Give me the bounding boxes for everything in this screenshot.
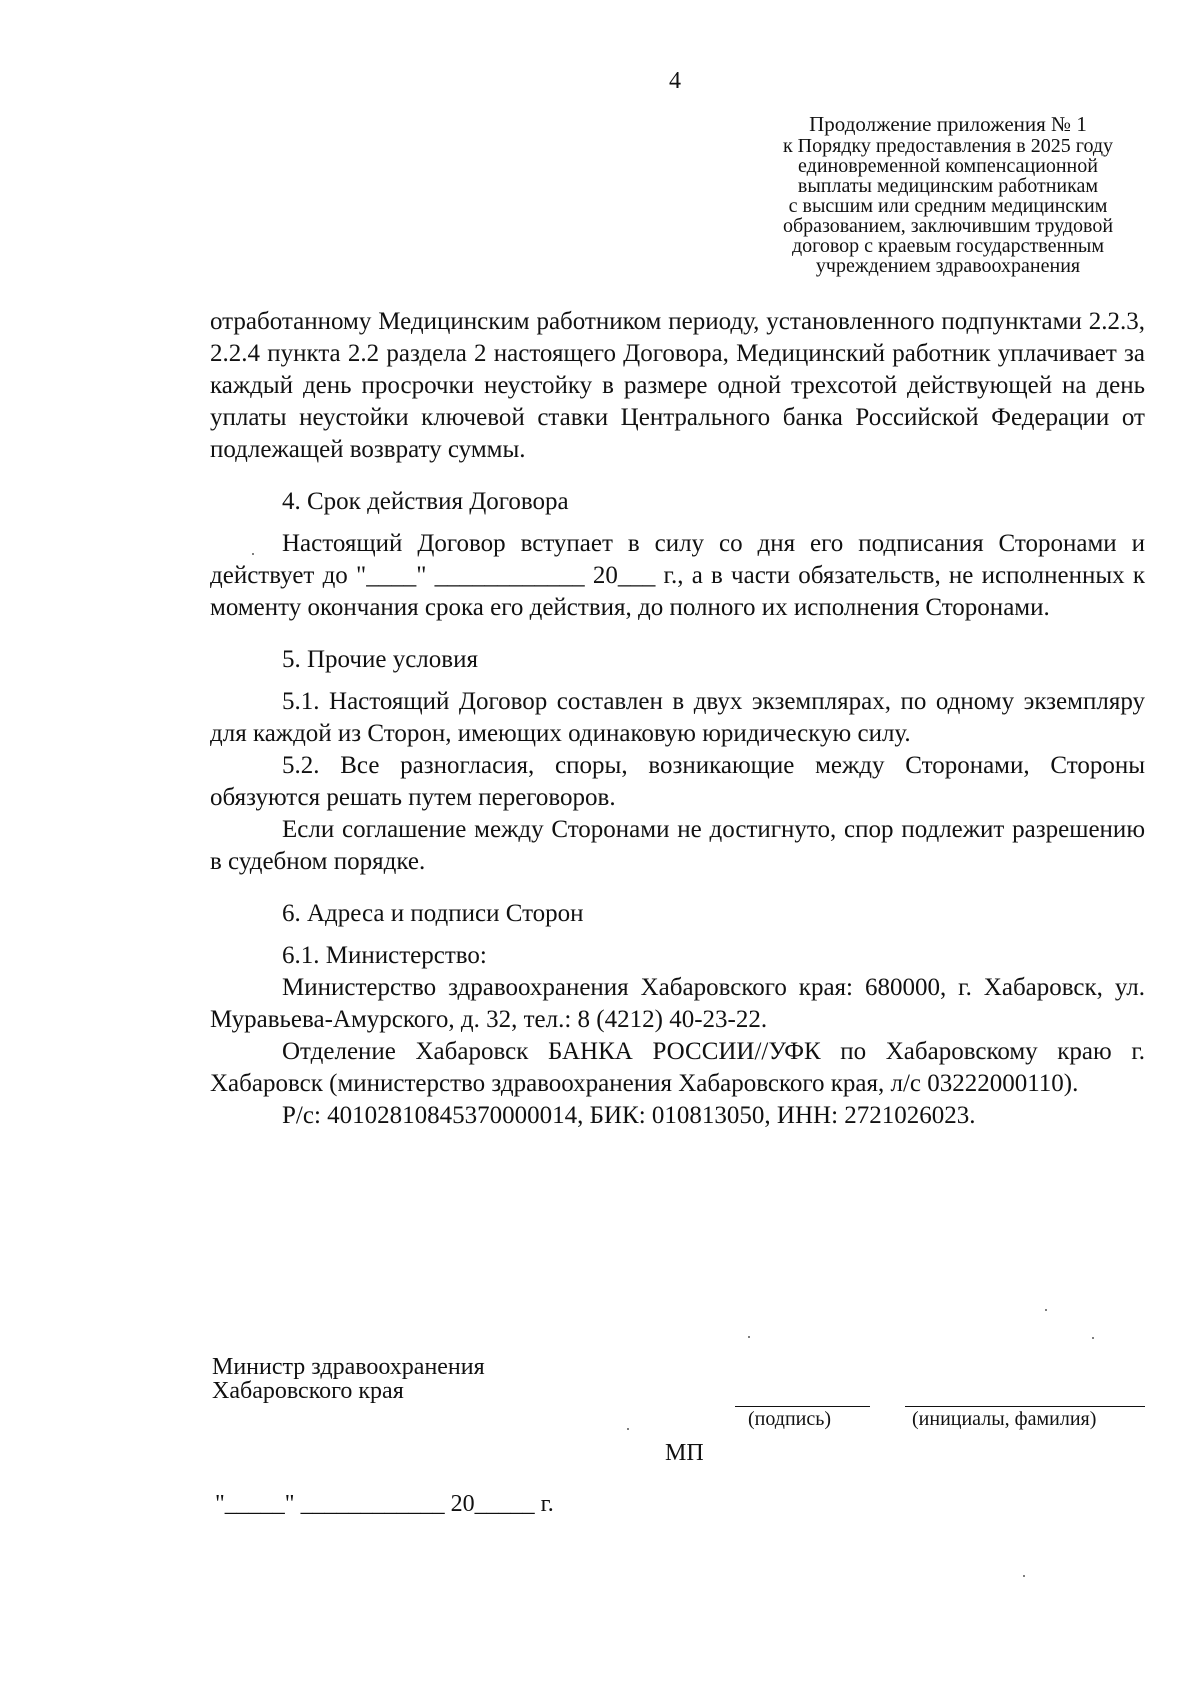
appendix-line: единовременной компенсационной: [798, 155, 1098, 177]
ministry-address: Министерство здравоохранения Хабаровского края: 680000, г. Хабаровск, ул. Муравьева-Амурского, д. 32, тел.: 8 (4212) 40-23-22.: [210, 974, 1145, 1033]
scan-speck: [252, 553, 254, 555]
position-line: Хабаровского края: [212, 1378, 404, 1404]
ministry-bank: Отделение Хабаровск БАНКА РОССИИ//УФК по Хабаровскому краю г. Хабаровск (министерство здравоохранения Хабаровского края, л/с 03222000110).: [210, 1038, 1145, 1097]
section-6-heading: 6. Адреса и подписи Сторон: [282, 900, 584, 927]
position-line: Министр здравоохранения: [212, 1354, 485, 1380]
ministry-account: Р/с: 40102810845370000014, БИК: 010813050, ИНН: 2721026023.: [282, 1102, 976, 1129]
section-5-heading: 5. Прочие условия: [282, 646, 478, 673]
appendix-line: выплаты медицинским работникам: [797, 175, 1099, 197]
section-5-2-text: 5.2. Все разногласия, споры, возникающие между Сторонами, Стороны обязуются решать путем переговоров.: [210, 752, 1145, 811]
appendix-line: договор с краевым государственным: [791, 235, 1104, 257]
scan-speck: [1045, 1309, 1047, 1311]
signing-date: "_____" ____________ 20_____ г.: [215, 1491, 554, 1517]
name-caption: (инициалы, фамилия): [912, 1408, 1097, 1430]
appendix-line: образованием, заключившим трудовой: [782, 215, 1114, 237]
appendix-line: учреждением здравоохранения: [815, 255, 1081, 277]
appendix-line: Продолжение приложения № 1: [809, 112, 1087, 136]
contract-body: [210, 306, 1145, 1132]
signatory-position: [212, 1355, 485, 1403]
section-5-3-text: Если соглашение между Сторонами не достигнуто, спор подлежит разрешению в судебном порядке.: [210, 816, 1145, 875]
page-number: 4: [669, 68, 681, 94]
section-4-heading: 4. Срок действия Договора: [282, 488, 569, 515]
section-5-1-text: 5.1. Настоящий Договор составлен в двух экземплярах, по одному экземпляру для каждой из Сторон, имеющих одинаковую юридическую силу.: [210, 688, 1145, 747]
appendix-line: к Порядку предоставления в 2025 году: [782, 135, 1114, 157]
appendix-line: с высшим или средним медицинским: [788, 195, 1108, 217]
scan-speck: [1023, 1575, 1025, 1577]
stamp-place: МП: [665, 1440, 704, 1466]
penalty-paragraph: отработанному Медицинским работником периоду, установленного подпунктами 2.2.3, 2.2.4 пункта 2.2 раздела 2 настоящего Договора, Медицинский работник уплачивает за каждый день просрочки неустойку в размере одной трехсотой действующей на день уплаты неустойки ключевой ставки Центрального банка Российской Федерации от подлежащей возврату суммы.: [210, 308, 1145, 463]
scan-speck: [748, 1336, 750, 1338]
section-4-text: Настоящий Договор вступает в силу со дня его подписания Сторонами и действует до "____" ____________ 20___ г., а в части обязательств, не исполненных к моменту окончания срока его действия, до полного их исполнения Сторонами.: [210, 530, 1145, 621]
appendix-reference: [738, 114, 1158, 276]
section-6-1-label: 6.1. Министерство:: [282, 942, 487, 969]
signature-caption: (подпись): [748, 1408, 832, 1430]
name-line: [905, 1406, 1145, 1407]
signature-line: [735, 1406, 870, 1407]
scan-speck: [627, 1428, 629, 1430]
scan-speck: [1092, 1337, 1094, 1339]
